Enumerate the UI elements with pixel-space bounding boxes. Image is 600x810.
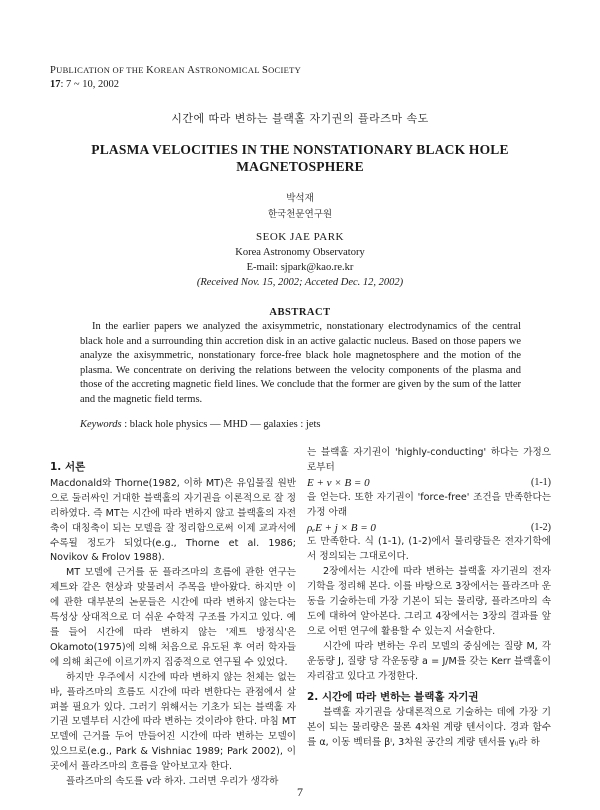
left-column — [50, 460, 296, 790]
korean-institute: 한국천문연구원 — [267, 209, 333, 220]
paragraph: 을 얻는다. 또한 자기권이 'force-free' 조건을 만족한다는 가정 아래 — [307, 491, 551, 518]
section-heading: 1. 서론 — [50, 461, 86, 473]
paragraph: 2장에서는 시간에 따라 변하는 블랙홀 자기권의 전자기학을 정리해 본다. 이를 바탕으로 3장에서는 플라즈마 운동을 기술하는데 가장 기본이 되는 물리량, 플라즈마의 속도에 대하여 알아본다. 그리고 4장에서는 3장의 결과를 앞으로 어떤 연구에 활용할 수 있는지 서술한다. — [307, 566, 551, 637]
publication-name: PUBLICATION OF THE KOREAN ASTRONOMICAL SOCIETY — [50, 65, 302, 76]
page-range: : 7 ~ 10, 2002 — [60, 79, 119, 90]
volume-info — [50, 78, 119, 91]
keywords-text: : black hole physics — MHD — galaxies : jets — [121, 419, 321, 430]
equation-number: (1-1) — [531, 476, 551, 488]
korean-title: 시간에 따라 변하는 블랙홀 자기권의 플라즈마 속도 — [171, 112, 429, 125]
abstract-text: In the earlier papers we analyzed the axisymmetric, nonstationary electrodynamics of the central black hole and a surrounding thin accretion disk in an active galactic nucleus. Based on those papers we analyze the axisymmetric, nonstationary force-free black hole magnetosphere and the motion of the plasma. We concentrate on deriving the relations between the velocity components of the plasma and those of the accreting magnetic field lines. We conclude that the former are given by the sum of the latter and the magnetic field terms. — [80, 321, 521, 405]
equation-body: ρₑE + j × B = 0 — [307, 521, 376, 534]
paragraph: 하지만 우주에서 시간에 따라 변하지 않는 천체는 없는 바, 플라즈마의 흐름도 시간에 따라 변한다는 관점에서 살펴볼 필요가 있다. 그러기 위해서는 기초가 되는 블랙홀 자기권 모델부터 시간에 따라 변하는 것이라야 한다. 마침 MT 모델에 근거를 두어 만들어진 시간에 따라 변하는 모델이 있으므로(e.g., Park & Vishniac 1989; Park 2002), 이 곳에서 플라즈마의 흐름을 알아보고자 한다. — [50, 671, 296, 773]
equation — [307, 521, 551, 536]
paragraph: 시간에 따라 변하는 우리 모델의 중심에는 질량 M, 각운동량 J, 질량 당 각운동량 a = J/M를 갖는 Kerr 블랙홀이 자리잡고 있다고 가정한다. — [307, 640, 551, 682]
page-number: 7 — [297, 785, 303, 799]
paragraph: 블랙홀 자기권을 상대론적으로 기술하는 데에 가장 기본이 되는 물리량은 물론 4차원 계량 텐서이다. 경과 함수를 α, 이동 벡터를 βⁱ, 3차원 공간의 계량 텐서를 γᵢⱼ라 하 — [307, 707, 551, 749]
section-heading: 2. 시간에 따라 변하는 블랙홀 자기권 — [307, 690, 479, 703]
author-name: SEOK JAE PARK — [255, 231, 344, 243]
paragraph: 플라즈마의 속도를 v라 하자. 그러면 우리가 생각하 — [66, 776, 279, 788]
keywords — [80, 419, 321, 430]
english-title — [90, 141, 510, 175]
keywords-label: Keywords — [80, 419, 122, 430]
korean-author-name: 박석재 — [286, 193, 314, 204]
paragraph: 는 블랙홀 자기권이 'highly-conducting' 하다는 가정으로부터 — [307, 447, 551, 473]
equation-body: E + v × B = 0 — [307, 476, 370, 489]
equation-number: (1-2) — [531, 521, 551, 533]
paragraph: 도 만족한다. 식 (1-1), (1-2)에서 물리량들은 전자기학에서 정의되는 그대로이다. — [307, 536, 551, 563]
volume-number: 17 — [50, 79, 61, 90]
received-dates: (Received Nov. 15, 2002; Acceted Dec. 12, 2002) — [196, 277, 404, 288]
equation — [307, 476, 551, 491]
paragraph: Macdonald와 Thorne(1982, 이하 MT)은 유입물질 원반으로 둘러싸인 거대한 블랙홀의 자기권을 이론적으로 잘 정리하였다. 즉 MT는 시간에 따라 변하지 않고 블랙홀의 자전축이 대칭축이 되는 모델을 잘 정리함으로써 이제 교과서에 수록될 정도가 되었다(e.g., Thorne et al. 1986; Novikov & Frolov 1988). — [50, 477, 296, 564]
author-email: E-mail: sjpark@kao.re.kr — [246, 262, 354, 273]
english-title-line2: MAGNETOSPHERE — [236, 159, 364, 174]
english-title-line1: PLASMA VELOCITIES IN THE NONSTATIONARY BLACK HOLE — [91, 142, 509, 157]
right-column — [307, 446, 551, 751]
author-institute: Korea Astronomy Observatory — [235, 247, 365, 258]
abstract-heading: ABSTRACT — [269, 307, 331, 318]
paragraph: MT 모델에 근거를 둔 플라즈마의 흐름에 관한 연구는 제트와 같은 현상과 맞물려서 주목을 받아왔다. 하지만 이에 관한 대부분의 논문들은 시간에 따라 변하지 않는다는 특성상 상대적으로 더 쉬운 수학적 구조를 가지고 있다. 예를 들어 시간에 따라 변하지 않는 '제트 방정식'은 Okamoto(1975)에 의해 처음으로 유도된 후 여러 학자들에 의해 최근에 이르기까지 집중적으로 연구될 수 있었다. — [50, 567, 296, 668]
